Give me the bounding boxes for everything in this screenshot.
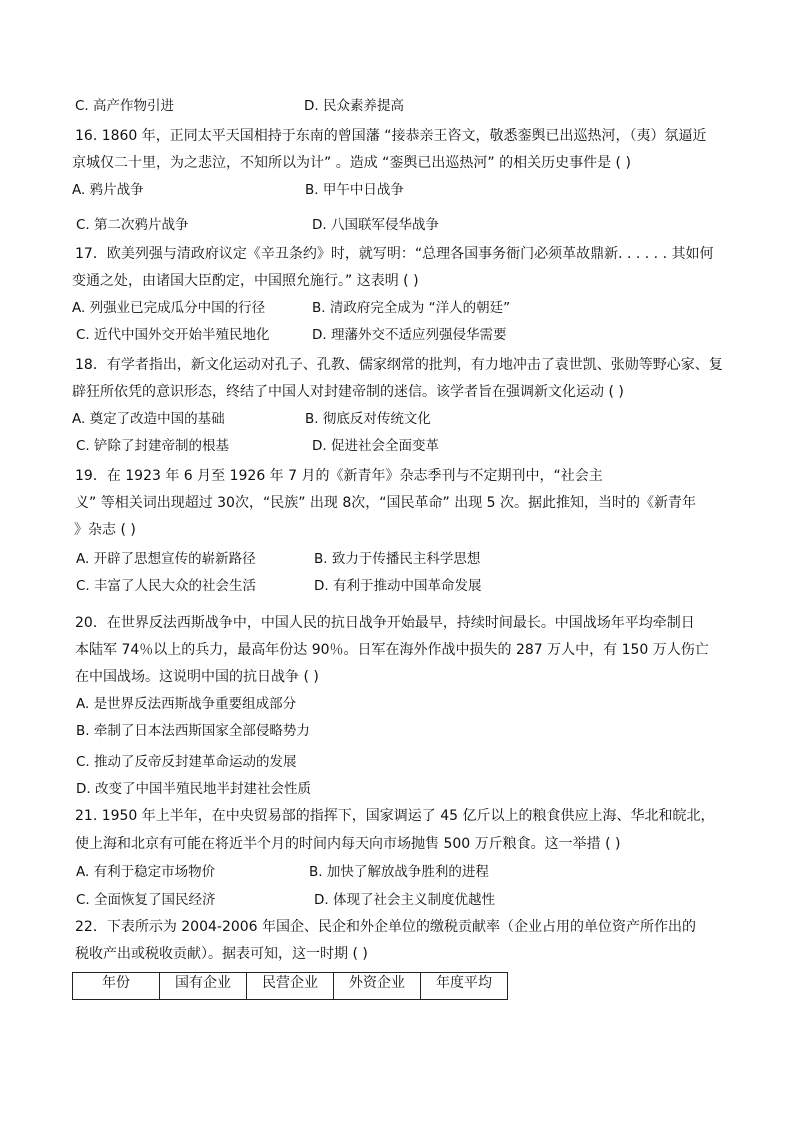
q16-option-b: B. 甲午中日战争 bbox=[305, 182, 404, 198]
q18-option-c: C. 铲除了封建帝制的根基 bbox=[76, 438, 230, 454]
q21-option-b: B. 加快了解放战争胜利的进程 bbox=[309, 864, 489, 880]
q16-option-a: A. 鸦片战争 bbox=[72, 182, 144, 198]
q21-stem-line-2: 使上海和北京有可能在将近半个月的时间内每天向市场抛售 500 万斤粮食。这一举措 ( ) bbox=[75, 836, 621, 852]
q17-stem-line-2: 变通之处，由诸国大臣酌定，中国照允施行。” 这表明 ( ) bbox=[72, 273, 419, 289]
q16-stem-line-2: 京城仅二十里，为之悲泣，不知所以为计” 。造成 “銮舆已出巡热河” 的相关历史事件是 ( ) bbox=[72, 155, 631, 171]
q19-stem-line-1: 19．在 1923 年 6 月至 1926 年 7 月的《新青年》杂志季刊与不定期刊中，“社会主 bbox=[75, 468, 603, 484]
table-header-cell: 民营企业 bbox=[247, 973, 334, 1000]
q19-option-d: D. 有利于推动中国革命发展 bbox=[314, 578, 482, 594]
q20-option-a: A. 是世界反法西斯战争重要组成部分 bbox=[76, 696, 297, 712]
table-header-cell: 外资企业 bbox=[334, 973, 421, 1000]
q18-option-a: A. 奠定了改造中国的基础 bbox=[72, 411, 225, 427]
table-header-cell: 年份 bbox=[73, 973, 160, 1000]
table-header-row bbox=[73, 973, 508, 1000]
q20-option-c: C. 推动了反帝反封建革命运动的发展 bbox=[76, 754, 297, 770]
q20-stem-line-3: 在中国战场。这说明中国的抗日战争 ( ) bbox=[75, 669, 319, 685]
q17-option-d: D. 理藩外交不适应列强侵华需要 bbox=[312, 327, 507, 343]
tax-contribution-table bbox=[72, 972, 508, 1000]
table-header-cell: 年度平均 bbox=[421, 973, 508, 1000]
q18-option-d: D. 促进社会全面变革 bbox=[312, 438, 439, 454]
table-header-cell: 国有企业 bbox=[160, 973, 247, 1000]
q20-stem-line-1: 20．在世界反法西斯战争中，中国人民的抗日战争开始最早，持续时间最长。中国战场年平均牵制日 bbox=[75, 615, 695, 631]
q21-option-a: A. 有利于稳定市场物价 bbox=[76, 864, 216, 880]
q16-option-d: D. 八国联军侵华战争 bbox=[312, 217, 439, 233]
q22-stem-line-2: 税收产出或税收贡献）。据表可知，这一时期 ( ) bbox=[75, 946, 368, 962]
q19-option-a: A. 开辟了思想宣传的崭新路径 bbox=[76, 551, 256, 567]
q17-option-b: B. 清政府完全成为 “洋人的朝廷” bbox=[312, 300, 511, 316]
q22-stem-line-1: 22．下表所示为 2004-2006 年国企、民企和外企单位的缴税贡献率（企业占用的单位资产所作出的 bbox=[75, 919, 697, 935]
q19-option-c: C. 丰富了人民大众的社会生活 bbox=[76, 578, 257, 594]
q15-option-c: C. 高产作物引进 bbox=[75, 98, 175, 114]
q17-option-a: A. 列强业已完成瓜分中国的行径 bbox=[72, 300, 266, 316]
q20-option-b: B. 牵制了日本法西斯国家全部侵略势力 bbox=[76, 723, 310, 739]
q20-option-d: D. 改变了中国半殖民地半封建社会性质 bbox=[76, 781, 311, 797]
q17-stem-line-1: 17．欧美列强与清政府议定《辛丑条约》时，就写明：“总理各国事务衙门必须革故鼎新. . . . . . 其如何 bbox=[75, 246, 714, 262]
q18-stem-line-1: 18．有学者指出，新文化运动对孔子、孔教、儒家纲常的批判，有力地冲击了袁世凯、张勋等野心家、复 bbox=[75, 357, 723, 373]
q17-option-c: C. 近代中国外交开始半殖民地化 bbox=[76, 327, 270, 343]
q16-option-c: C. 第二次鸦片战争 bbox=[76, 217, 189, 233]
q19-option-b: B. 致力于传播民主科学思想 bbox=[314, 551, 481, 567]
q19-stem-line-3: 》杂志 ( ) bbox=[74, 522, 136, 538]
q21-stem-line-1: 21. 1950 年上半年，在中央贸易部的指挥下，国家调运了 45 亿斤以上的粮食供应上海、华北和皖北， bbox=[75, 808, 715, 824]
q19-stem-line-2: 义” 等相关词出现超过 30次，“民族” 出现 8次，“国民革命” 出现 5 次。据此推知，当时的《新青年 bbox=[75, 495, 697, 511]
q16-stem-line-1: 16. 1860 年，正同太平天国相持于东南的曾国藩 “接恭亲王咨文，敬悉銮舆已出巡热河，（夷）氛逼近 bbox=[75, 128, 707, 144]
q18-option-b: B. 彻底反对传统文化 bbox=[305, 411, 431, 427]
q18-stem-line-2: 辟狂所依凭的意识形态，终结了中国人对封建帝制的迷信。该学者旨在强调新文化运动 ( ) bbox=[72, 384, 624, 400]
q21-option-c: C. 全面恢复了国民经济 bbox=[76, 892, 216, 908]
q20-stem-line-2: 本陆军 74％以上的兵力，最高年份达 90％。日军在海外作战中损失的 287 万人中，有 150 万人伤亡 bbox=[75, 642, 709, 658]
q21-option-d: D. 体现了社会主义制度优越性 bbox=[314, 892, 495, 908]
q15-option-d: D. 民众素养提高 bbox=[304, 98, 404, 114]
